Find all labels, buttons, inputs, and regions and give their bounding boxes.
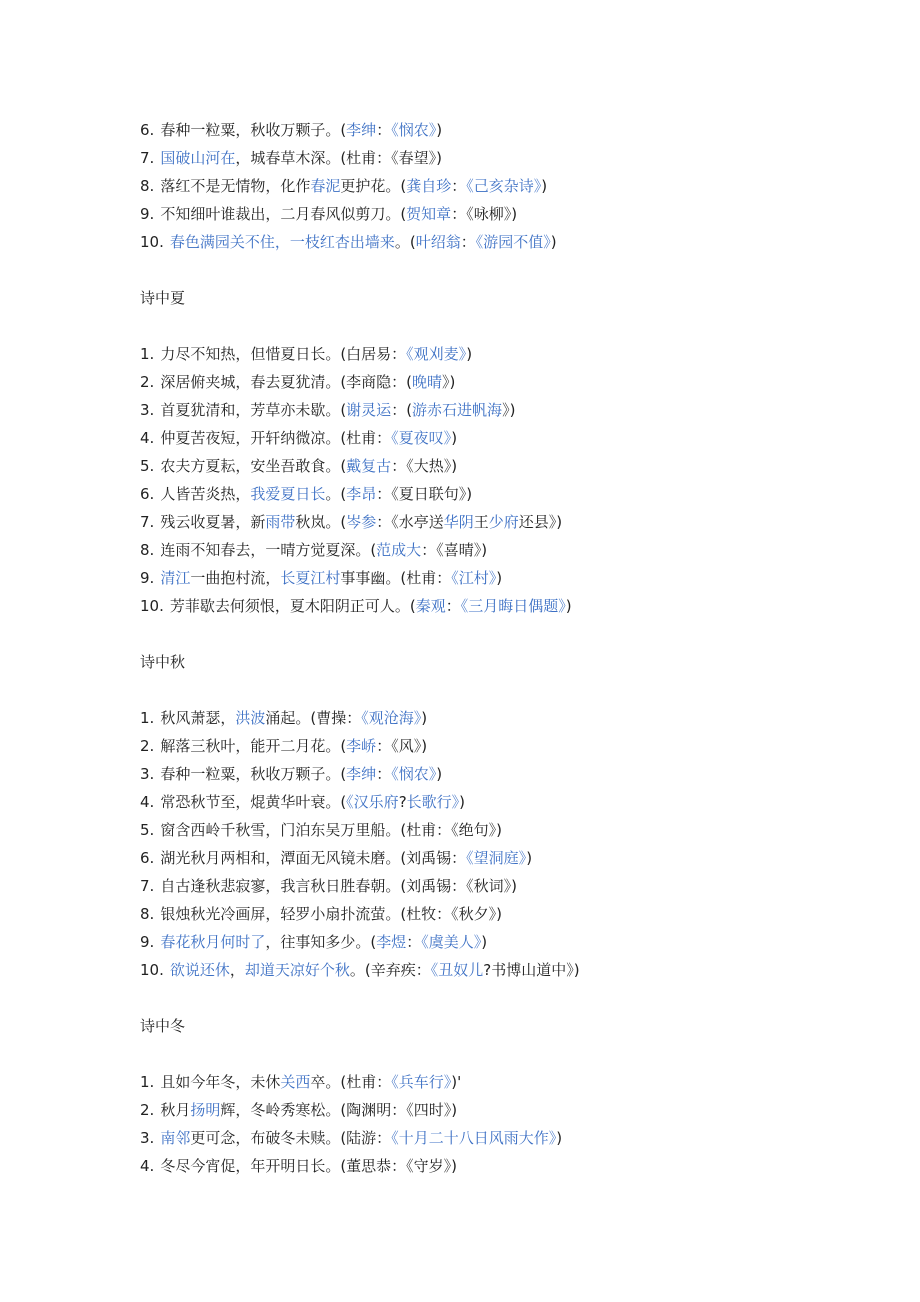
poem-line xyxy=(140,172,880,200)
keyword-link[interactable]: 《丑奴儿 xyxy=(430,961,484,979)
poem-line xyxy=(140,788,880,816)
line-text: 农夫方夏耘，安坐吾敢食。( xyxy=(160,457,347,475)
poem-line xyxy=(140,956,880,984)
keyword-link[interactable]: 春色满园关不住，一枝红杏出墙来 xyxy=(169,233,395,251)
keyword-link[interactable]: 春泥 xyxy=(310,177,341,195)
keyword-link[interactable]: 《悯农》 xyxy=(391,765,437,783)
keyword-link[interactable]: 国破山河在 xyxy=(160,149,236,167)
line-text: 芳菲歇去何须恨，夏木阳阴正可人。( xyxy=(169,597,416,615)
line-text: 秋月 xyxy=(160,1101,191,1119)
keyword-link[interactable]: 龚自珍 xyxy=(406,177,452,195)
line-number: 1. xyxy=(140,345,155,363)
line-number: 6. xyxy=(140,485,155,503)
line-text: ： xyxy=(445,597,461,615)
section-heading: 诗中秋 xyxy=(140,653,186,671)
line-number: 2. xyxy=(140,373,155,391)
line-text: ) xyxy=(550,233,557,251)
keyword-link[interactable]: 《观刈麦》 xyxy=(406,345,467,363)
line-text: 。( xyxy=(394,233,416,251)
line-text: 残云收夏暑，新 xyxy=(160,513,266,531)
line-text: ) xyxy=(466,345,473,363)
line-number: 2. xyxy=(140,1101,155,1119)
keyword-link[interactable]: 李绅 xyxy=(346,765,377,783)
line-text: 王 xyxy=(473,513,489,531)
poem-line xyxy=(140,144,880,172)
line-text: 春种一粒粟，秋收万颗子。( xyxy=(160,765,347,783)
line-text: 自古逢秋悲寂寥，我言秋日胜春朝。(刘禹锡：《秋词》) xyxy=(160,877,518,895)
line-text: 事事幽。(杜甫： xyxy=(340,569,452,587)
line-text: ，往事知多少。( xyxy=(265,933,377,951)
keyword-link[interactable]: 谢灵运 xyxy=(346,401,392,419)
line-text: ： xyxy=(376,765,392,783)
keyword-link[interactable]: 《游园不值》 xyxy=(475,233,551,251)
line-text: ：( xyxy=(391,401,413,419)
poem-line xyxy=(140,340,880,368)
poem-line xyxy=(140,200,880,228)
poem-line xyxy=(140,732,880,760)
keyword-link[interactable]: 《悯农》 xyxy=(391,121,437,139)
poem-line xyxy=(140,1152,880,1180)
poem-line xyxy=(140,228,880,256)
poem-line xyxy=(140,1068,880,1096)
keyword-link[interactable]: 《汉乐府 xyxy=(346,793,399,811)
line-text: ： xyxy=(460,233,476,251)
keyword-link[interactable]: 长夏江村 xyxy=(280,569,341,587)
line-number: 5. xyxy=(140,457,155,475)
line-text: 》) xyxy=(502,401,516,419)
line-text: ，城春草木深。(杜甫：《春望》) xyxy=(235,149,443,167)
line-text: ) xyxy=(436,765,443,783)
line-text: ) xyxy=(556,1129,563,1147)
poem-line xyxy=(140,1124,880,1152)
keyword-link[interactable]: 范成大 xyxy=(376,541,422,559)
line-text: 冬尽今宵促，年开明日长。(董思恭：《守岁》) xyxy=(160,1157,458,1175)
line-number: 7. xyxy=(140,149,155,167)
line-number: 4. xyxy=(140,429,155,447)
keyword-link[interactable]: 李煜 xyxy=(376,933,407,951)
line-number: 1. xyxy=(140,1073,155,1091)
line-text: 卒。(杜甫： xyxy=(310,1073,392,1091)
line-text: ) xyxy=(496,569,503,587)
line-text: )' xyxy=(451,1073,462,1091)
poem-line xyxy=(140,396,880,424)
keyword-link[interactable]: 华阴 xyxy=(443,513,474,531)
line-text: ?书博山道中》) xyxy=(483,961,580,979)
section-heading: 诗中冬 xyxy=(140,1017,186,1035)
line-text: 涌起。(曹操： xyxy=(265,709,362,727)
poem-line xyxy=(140,704,880,732)
keyword-link[interactable]: 扬明 xyxy=(190,1101,221,1119)
line-text: ) xyxy=(459,793,466,811)
poem-line xyxy=(140,760,880,788)
line-text: 连雨不知春去，一晴方觉夏深。( xyxy=(160,541,377,559)
line-number: 8. xyxy=(140,177,155,195)
poem-line xyxy=(140,928,880,956)
line-number: 1. xyxy=(140,709,155,727)
line-number: 10. xyxy=(140,961,164,979)
line-number: 3. xyxy=(140,1129,155,1147)
keyword-link[interactable]: 《观沧海》 xyxy=(361,709,422,727)
line-text: 春种一粒粟，秋收万颗子。( xyxy=(160,121,347,139)
keyword-link[interactable]: 晚晴 xyxy=(412,373,443,391)
keyword-link[interactable]: 《十月二十八日风雨大作》 xyxy=(391,1129,557,1147)
line-text: ) xyxy=(436,121,443,139)
line-text: 首夏犹清和，芳草亦未歇。( xyxy=(160,401,347,419)
keyword-link[interactable]: 《望洞庭》 xyxy=(466,849,527,867)
keyword-link[interactable]: 《兵车行》 xyxy=(391,1073,452,1091)
line-number: 4. xyxy=(140,1157,155,1175)
keyword-link[interactable]: 李峤 xyxy=(346,737,377,755)
poem-line xyxy=(140,564,880,592)
line-text: 仲夏苦夜短，开轩纳微凉。(杜甫： xyxy=(160,429,392,447)
keyword-link[interactable]: 南邻 xyxy=(160,1129,191,1147)
poem-document xyxy=(140,116,880,1180)
keyword-link[interactable]: 《江村》 xyxy=(451,569,497,587)
line-number: 10. xyxy=(140,233,164,251)
line-text: 更可念，布破冬未赎。(陆游： xyxy=(190,1129,392,1147)
line-text: ? xyxy=(398,793,407,811)
line-number: 4. xyxy=(140,793,155,811)
line-text: 不知细叶谁裁出，二月春风似剪刀。( xyxy=(160,205,407,223)
keyword-link[interactable]: 《虞美人》 xyxy=(421,933,482,951)
line-number: 7. xyxy=(140,513,155,531)
line-number: 9. xyxy=(140,205,155,223)
poem-line xyxy=(140,480,880,508)
keyword-link[interactable]: 游赤石进帆海 xyxy=(412,401,503,419)
line-text: 秋风萧瑟， xyxy=(160,709,236,727)
line-text: ：《水亭送 xyxy=(376,513,444,531)
line-text: 湖光秋月两相和，潭面无风镜未磨。(刘禹锡： xyxy=(160,849,467,867)
poem-line xyxy=(140,872,880,900)
keyword-link[interactable]: 戴复古 xyxy=(346,457,392,475)
poem-line xyxy=(140,116,880,144)
line-text: ) xyxy=(421,709,428,727)
line-text: 人皆苦炎热， xyxy=(160,485,251,503)
poem-line xyxy=(140,508,880,536)
keyword-link[interactable]: 洪波 xyxy=(235,709,266,727)
line-text: 银烛秋光冷画屏，轻罗小扇扑流萤。(杜牧：《秋夕》) xyxy=(160,905,503,923)
line-number: 7. xyxy=(140,877,155,895)
keyword-link[interactable]: 秦观 xyxy=(415,597,446,615)
keyword-link[interactable]: 雨带 xyxy=(265,513,296,531)
poem-line xyxy=(140,452,880,480)
line-text: ：《咏柳》) xyxy=(451,205,518,223)
keyword-link[interactable]: 李昂 xyxy=(346,485,377,503)
keyword-link[interactable]: 贺知章 xyxy=(406,205,452,223)
line-number: 2. xyxy=(140,737,155,755)
keyword-link[interactable]: 长歌行》 xyxy=(406,793,460,811)
line-text: ) xyxy=(541,177,548,195)
line-number: 3. xyxy=(140,401,155,419)
keyword-link[interactable]: 春花秋月何时了 xyxy=(160,933,266,951)
poem-line xyxy=(140,536,880,564)
line-text: 窗含西岭千秋雪，门泊东吴万里船。(杜甫：《绝句》) xyxy=(160,821,503,839)
line-text: 》) xyxy=(442,373,456,391)
section-heading: 诗中夏 xyxy=(140,289,186,307)
line-text: 一曲抱村流， xyxy=(190,569,281,587)
line-number: 6. xyxy=(140,849,155,867)
poem-line xyxy=(140,424,880,452)
line-number: 3. xyxy=(140,765,155,783)
line-text: 深居俯夹城，春去夏犹清。(李商隐：( xyxy=(160,373,413,391)
line-text: ) xyxy=(481,933,488,951)
line-text: 解落三秋叶，能开二月花。( xyxy=(160,737,347,755)
line-text: ) xyxy=(451,429,458,447)
line-text: ：《夏日联句》) xyxy=(376,485,473,503)
line-text: ) xyxy=(526,849,533,867)
keyword-link[interactable]: 岑参 xyxy=(346,513,377,531)
keyword-link[interactable]: 少府 xyxy=(488,513,519,531)
line-text: 。( xyxy=(325,485,347,503)
line-text: 秋岚。( xyxy=(295,513,347,531)
line-number: 9. xyxy=(140,569,155,587)
keyword-link[interactable]: 关西 xyxy=(280,1073,311,1091)
line-number: 8. xyxy=(140,905,155,923)
keyword-link[interactable]: 却道天凉好个秋 xyxy=(244,961,350,979)
poem-line xyxy=(140,844,880,872)
line-number: 10. xyxy=(140,597,164,615)
poem-line xyxy=(140,368,880,396)
line-text: 更护花。( xyxy=(340,177,407,195)
line-text: 辉，冬岭秀寒松。(陶渊明：《四时》) xyxy=(220,1101,458,1119)
line-text: ： xyxy=(376,121,392,139)
line-text: 且如今年冬，未休 xyxy=(160,1073,281,1091)
line-text: 落红不是无情物，化作 xyxy=(160,177,311,195)
line-text: 。(辛弃疾： xyxy=(349,961,431,979)
line-text: ：《喜晴》) xyxy=(421,541,488,559)
keyword-link[interactable]: 我爱夏日长 xyxy=(250,485,326,503)
line-text: ：《大热》) xyxy=(391,457,458,475)
line-number: 5. xyxy=(140,821,155,839)
line-text: ) xyxy=(565,597,572,615)
line-number: 8. xyxy=(140,541,155,559)
line-number: 9. xyxy=(140,933,155,951)
line-number: 6. xyxy=(140,121,155,139)
poem-line xyxy=(140,816,880,844)
line-text: 常恐秋节至，焜黄华叶衰。( xyxy=(160,793,347,811)
poem-line xyxy=(140,1096,880,1124)
line-text: 力尽不知热，但惜夏日长。(白居易： xyxy=(160,345,407,363)
line-text: ， xyxy=(229,961,245,979)
line-text: ： xyxy=(406,933,422,951)
keyword-link[interactable]: 李绅 xyxy=(346,121,377,139)
keyword-link[interactable]: 《三月晦日偶题》 xyxy=(460,597,566,615)
line-text: ：《风》) xyxy=(376,737,428,755)
keyword-link[interactable]: 欲说还休 xyxy=(169,961,230,979)
keyword-link[interactable]: 叶绍翁 xyxy=(415,233,461,251)
keyword-link[interactable]: 清江 xyxy=(160,569,191,587)
poem-line xyxy=(140,592,880,620)
keyword-link[interactable]: 《己亥杂诗》 xyxy=(466,177,542,195)
keyword-link[interactable]: 《夏夜叹》 xyxy=(391,429,452,447)
line-text: ： xyxy=(451,177,467,195)
poem-line xyxy=(140,900,880,928)
line-text: 还县》) xyxy=(518,513,563,531)
